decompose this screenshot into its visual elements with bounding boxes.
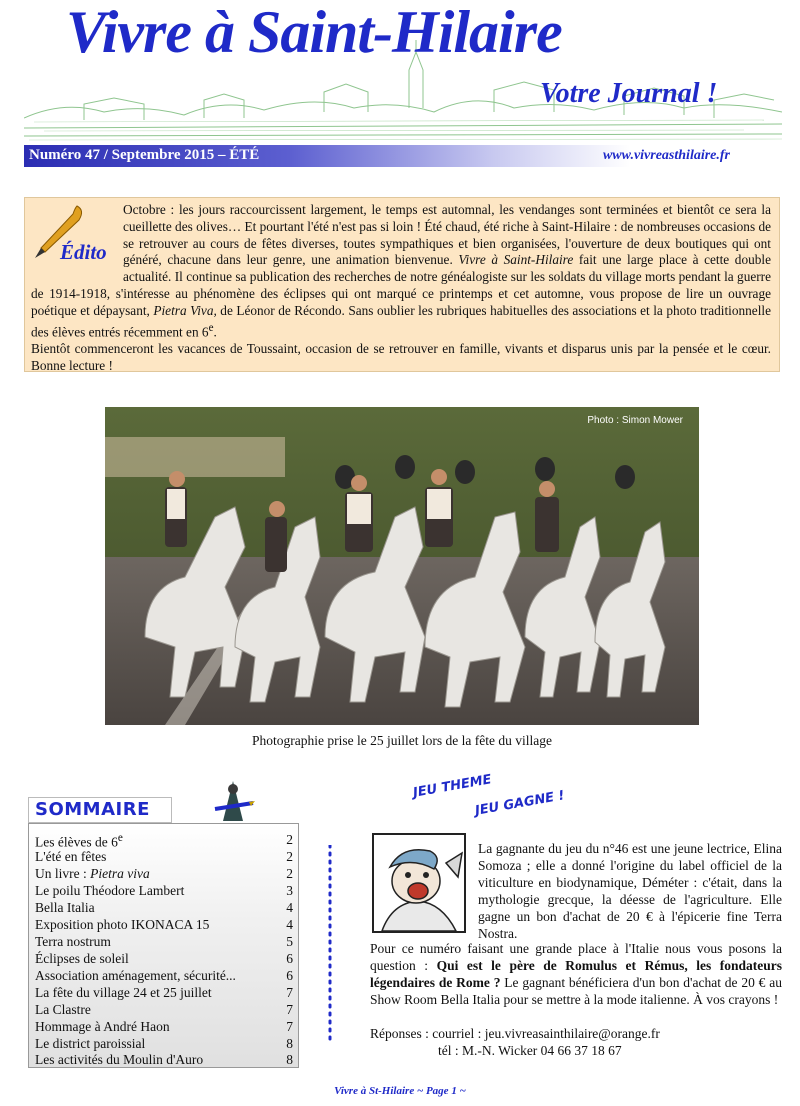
toc-row[interactable]	[35, 951, 293, 968]
edito-period: .	[213, 324, 217, 339]
toc-item-page: 3	[286, 883, 293, 898]
edito-paragraph-1c: de Léonor de Récondo. Sans oublier les rubriques habituelles des associations et la photo traditionnelle des élèves entrés récemment en 6	[31, 302, 771, 339]
toc-item-page: 2	[286, 832, 293, 847]
toc-item-title: Exposition photo IKONACA 15	[35, 917, 210, 932]
edito-book-title: Pietra Viva,	[153, 302, 217, 318]
toc-item-title: Les élèves de 6	[35, 834, 118, 850]
toc-item-page: 7	[286, 985, 293, 1000]
issue-number: Numéro 47 / Septembre 2015 – ÉTÉ	[29, 147, 260, 163]
jeu-prize-text: Le gagnant bénéficiera d'un bon d'achat de 20 € au Show Room Bella Italia pour se mettre à la mode italienne. À vos crayons !	[370, 975, 782, 1007]
toc-row[interactable]	[35, 1019, 293, 1036]
toc-row[interactable]	[35, 968, 293, 985]
edito-label: Édito	[60, 240, 107, 264]
jeu-winner-text: La gagnante du jeu du n°46 est une jeune lectrice, Elina Somoza ; elle a donné l'origine du label officiel de la viticulture en biodynamique, Déméter : c'était, dans la mythologie grecque, la déesse de l'agriculture. Elle gagne un bon d'achat de 20 € à l'épicerie fine Terra Nostra.	[478, 841, 782, 941]
toc-item-title: Le poilu Théodore Lambert	[35, 883, 185, 898]
toc-item-italic: Pietra viva	[90, 866, 150, 881]
dotted-divider	[328, 845, 332, 1045]
jeu-title-2: JEU GAGNE !	[474, 788, 566, 819]
edito-journal-name: Vivre à Saint-Hilaire	[458, 252, 574, 268]
toc-item-title: Éclipses de soleil	[35, 951, 129, 966]
toc-item-title: Les activités du Moulin d'Auro	[35, 1052, 204, 1067]
jeu-question-text	[370, 940, 782, 1008]
toc-item-title: La Clastre	[35, 1002, 91, 1017]
journal-title: Vivre à Saint-Hilaire	[66, 0, 562, 65]
toc-item-page: 5	[286, 934, 293, 949]
issue-bar	[24, 145, 782, 167]
sommaire-title: SOMMAIRE	[35, 799, 150, 820]
journal-subtitle: Votre Journal !	[540, 78, 718, 109]
jeu-contact-phone: tél : M.-N. Wicker 04 66 37 18 67	[438, 1043, 622, 1058]
toc-item-page: 4	[286, 900, 293, 915]
shouting-kid-icon	[372, 833, 466, 933]
toc-row[interactable]	[35, 849, 293, 866]
toc-item-title: Bella Italia	[35, 900, 95, 915]
masthead	[24, 0, 782, 142]
toc-item-page: 7	[286, 1002, 293, 1017]
website-link[interactable]: www.vivreasthilaire.fr	[602, 148, 730, 163]
edito-text	[31, 202, 771, 374]
jeu-title-1: JEU THEME	[412, 772, 493, 801]
edito-superscript: e	[208, 321, 214, 334]
jeu-question-intro: Pour ce numéro faisant une grande place à l'Italie nous vous posons la question :	[370, 941, 782, 973]
toc-row[interactable]	[35, 900, 293, 917]
photo-caption: Photographie prise le 25 juillet lors de la fête du village	[252, 733, 552, 748]
jeu-contact-email[interactable]: Réponses : courriel : jeu.vivreasainthilaire@orange.fr	[370, 1026, 660, 1041]
event-photo	[105, 407, 699, 725]
toc-item-page: 2	[286, 866, 293, 881]
toc-item-title: Un livre :	[35, 866, 91, 881]
toc-row[interactable]	[35, 934, 293, 951]
toc-item-page: 7	[286, 1019, 293, 1034]
jeu-question: Qui est le père de Romulus et Rémus, les fondateurs légendaires de Rome ?	[370, 958, 783, 990]
edito-paragraph-1b: fait une large place à cette double actualité. Il continue sa publication des recherches de notre généalogiste sur les soldats du village morts pendant la guerre de 1914-1918, s'intéresse au phénomène des éclipses qui ont marqué ce printemps et cet automne, vous propose de lire un ouvrage poétique et dépaysant,	[31, 252, 771, 318]
toc-row[interactable]	[35, 866, 293, 883]
edito-box	[24, 197, 780, 372]
toc-item-page: 8	[286, 1052, 293, 1067]
toc-row[interactable]	[35, 883, 293, 900]
writer-figure-icon	[209, 775, 257, 823]
toc-item-page: 6	[286, 968, 293, 983]
toc-item-title: Association aménagement, sécurité...	[35, 968, 236, 983]
toc-item-title: Hommage à André Haon	[35, 1019, 170, 1034]
toc-item-page: 4	[286, 917, 293, 932]
toc-item-title: Le district paroissial	[35, 1036, 146, 1051]
sommaire-title-box	[28, 797, 172, 823]
toc-row[interactable]	[35, 1052, 293, 1069]
toc-row[interactable]	[35, 917, 293, 934]
edito-paragraph-1a: Octobre : les jours raccourcissent largement, le temps est automnal, les vendanges sont terminées et bientôt ce sera la cueillette des olives… Et pourtant l'été n'est pas si loin ! Été chaud, été riche à Saint-Hilaire : de nombreuses occasions de se retrouver au cours de fêtes diverses, toutes sympathiques et bien organisées, l'ouverture de deux boutiques qui ont généré, chacune dans leur genre, une animation bienvenue.	[123, 202, 772, 268]
toc-item-title: Terra nostrum	[35, 934, 111, 949]
toc-row[interactable]	[35, 1002, 293, 1019]
sommaire-table	[28, 823, 299, 1068]
toc-item-page: 6	[286, 951, 293, 966]
horses-riders-photo	[105, 407, 699, 725]
photo-credit: Photo : Simon Mower	[587, 415, 683, 426]
toc-item-title: La fête du village 24 et 25 juillet	[35, 985, 212, 1000]
toc-row[interactable]	[35, 832, 293, 849]
toc-item-page: 2	[286, 849, 293, 864]
toc-item-page: 8	[286, 1036, 293, 1051]
toc-row[interactable]	[35, 1036, 293, 1053]
toc-row[interactable]	[35, 985, 293, 1002]
toc-item-title: L'été en fêtes	[35, 849, 107, 864]
edito-paragraph-2: Bientôt commenceront les vacances de Toussaint, occasion de se retrouver en famille, vivants et disparus unis par la pensée et le cœur. Bonne lecture !	[31, 340, 771, 373]
page-footer: Vivre à St-Hilaire ~ Page 1 ~	[334, 1085, 466, 1097]
toc-item-sup: e	[117, 832, 123, 844]
